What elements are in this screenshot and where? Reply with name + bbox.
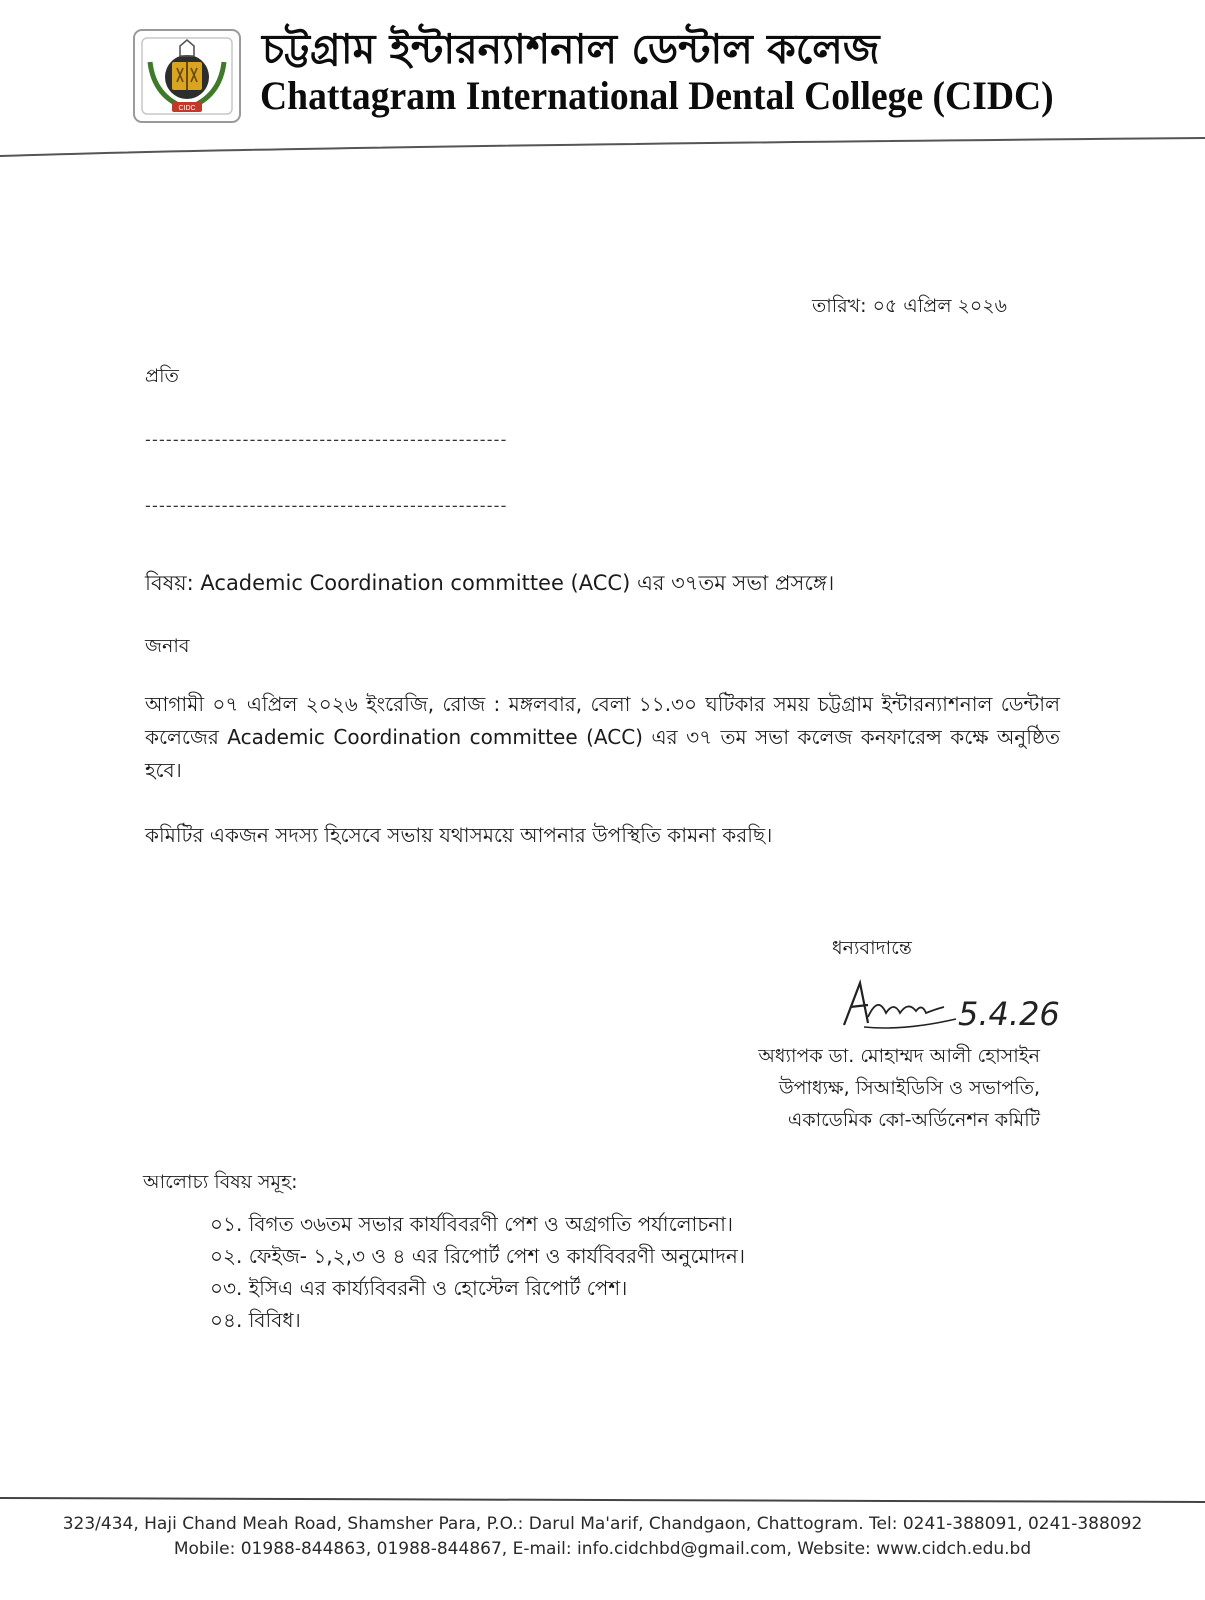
- footer: [0, 1512, 1205, 1562]
- letter-subject: বিষয়: Academic Coordination committee (ACC) এর ৩৭তম সভা প্রসঙ্গে।: [145, 571, 835, 595]
- footer-contact: Mobile: 01988-844863, 01988-844867, E-mail: info.cidchbd@gmail.com, Website: www.cidch.edu.bd: [173, 1539, 1032, 1559]
- body-paragraph-2: কমিটির একজন সদস্য হিসেবে সভায় যথাসময়ে আপনার উপস্থিতি কামনা করছি।: [145, 823, 773, 847]
- agenda-item: ০৪. বিবিধ।: [210, 1308, 301, 1332]
- college-logo-icon: [128, 22, 246, 130]
- footer-divider: [0, 1494, 1205, 1506]
- agenda-title: আলোচ্য বিষয় সমূহ:: [143, 1171, 298, 1193]
- agenda-item: ০৩. ইসিএ এর কার্য্যবিবরনী ও হোস্টেল রিপোর্ট পেশ।: [210, 1276, 628, 1300]
- college-name-bangla: চট্টগ্রাম ইন্টারন্যাশনাল ডেন্টাল কলেজ: [262, 25, 880, 73]
- college-name-english: Chattagram International Dental College (CIDC): [260, 73, 1054, 118]
- signatory-designation-1: উপাধ্যক্ষ, সিআইডিসি ও সভাপতি,: [778, 1077, 1040, 1099]
- signature-date: 5.4.26: [958, 995, 1060, 1033]
- agenda-item: ০১. বিগত ৩৬তম সভার কার্যবিবরণী পেশ ও অগ্রগতি পর্যালোচনা।: [210, 1212, 734, 1236]
- recipient-line-2: ----------------------------------------------------: [145, 496, 508, 515]
- agenda-item: ০২. ফেইজ- ১,২,৩ ও ৪ এর রিপোর্ট পেশ ও কার্যবিবরণী অনুমোদন।: [210, 1244, 745, 1268]
- footer-address: 323/434, Haji Chand Meah Road, Shamsher Para, P.O.: Darul Ma'arif, Chandgaon, Chattogram. Tel: 0241-388091, 0241-388092: [62, 1514, 1143, 1534]
- agenda-list: [210, 1208, 745, 1336]
- recipient-label: প্রতি: [145, 365, 179, 387]
- signatory-block: [758, 1040, 1040, 1136]
- body-paragraph-1: আগামী ০৭ এপ্রিল ২০২৬ ইংরেজি, রোজ : মঙ্গলবার, বেলা ১১.৩০ ঘটিকার সময় চট্টগ্রাম ইন্টারন্যাশনাল ডেন্টাল কলেজের Academic Coordination committee (ACC) এর ৩৭ তম সভা কলেজ কনফারেন্স কক্ষে অনুষ্ঠিত হবে।: [145, 692, 1060, 782]
- logo-text: CIDC: [178, 105, 196, 112]
- recipient-line-1: ----------------------------------------------------: [145, 430, 508, 449]
- letter-date: তারিখ: ০৫ এপ্রিল ২০২৬: [812, 295, 1007, 317]
- signatory-name: অধ্যাপক ডা. মোহাম্মদ আলী হোসাইন: [758, 1045, 1040, 1067]
- header-divider: [0, 134, 1205, 164]
- signatory-designation-2: একাডেমিক কো-অর্ডিনেশন কমিটি: [787, 1109, 1040, 1131]
- closing: ধন্যবাদান্তে: [832, 937, 912, 959]
- salutation: জনাব: [145, 635, 190, 657]
